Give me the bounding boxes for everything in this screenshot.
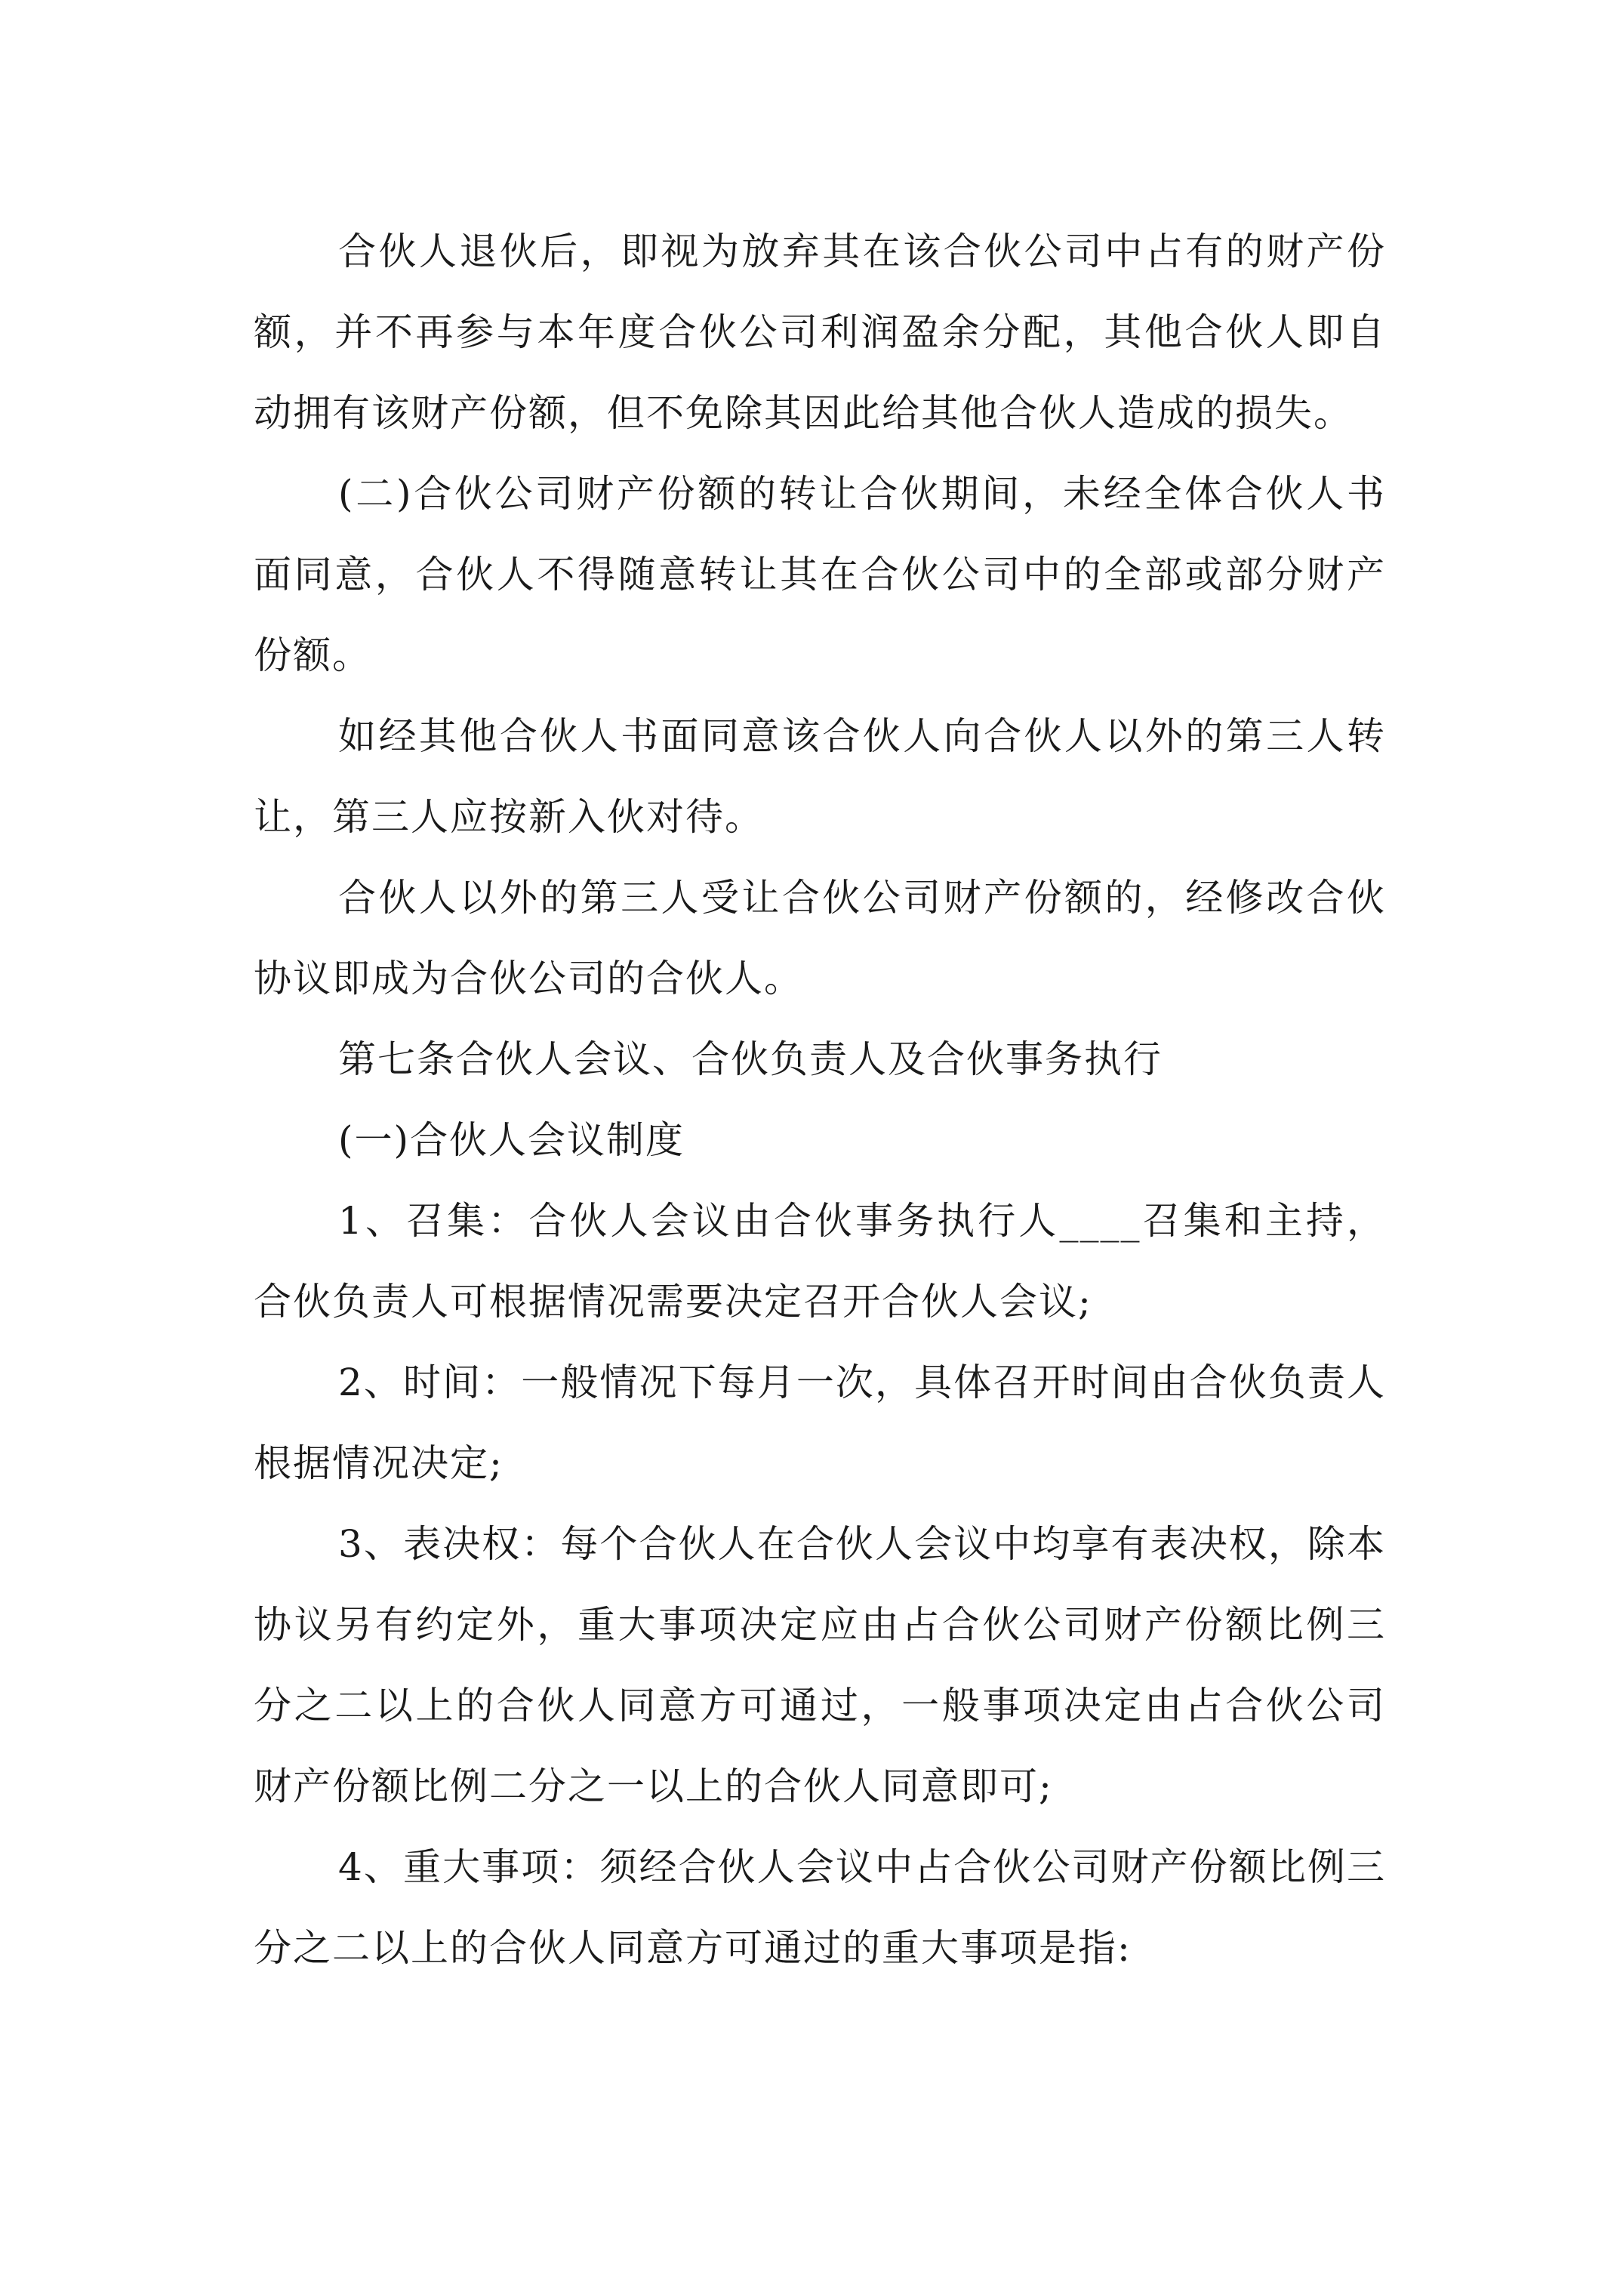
list-item-major-matters: 4、重大事项：须经合伙人会议中占合伙公司财产份额比例三分之二以上的合伙人同意方可通过的重大事项是指: (254, 1845, 1386, 1970)
section-heading-article-seven: 第七条合伙人会议、合伙负责人及合伙事务执行 (338, 1037, 1163, 1081)
paragraph-third-party-consent: 如经其他合伙人书面同意该合伙人向合伙人以外的第三人转让，第三人应按新入伙对待。 (254, 714, 1386, 839)
list-item-voting-rights: 3、表决权：每个合伙人在合伙人会议中均享有表决权，除本协议另有约定外，重大事项决定应由占合伙公司财产份额比例三分之二以上的合伙人同意方可通过，一般事项决定由占合伙公司财产份额比例二分之一以上的合伙人同意即可; (254, 1522, 1386, 1808)
paragraph-withdrawal-effect: 合伙人退伙后，即视为放弃其在该合伙公司中占有的财产份额，并不再参与本年度合伙公司利润盈余分配，其他合伙人即自动拥有该财产份额，但不免除其因此给其他合伙人造成的损失。 (254, 230, 1386, 435)
document-body (254, 211, 1386, 1989)
list-item-convening: 1、召集：合伙人会议由合伙事务执行人____召集和主持，合伙负责人可根据情况需要决定召开合伙人会议; (254, 1199, 1386, 1324)
subsection-heading-meeting-system: (一)合伙人会议制度 (338, 1118, 685, 1162)
paragraph-share-transfer: (二)合伙公司财产份额的转让合伙期间，未经全体合伙人书面同意，合伙人不得随意转让其在合伙公司中的全部或部分财产份额。 (254, 472, 1386, 677)
paragraph-third-party-partner: 合伙人以外的第三人受让合伙公司财产份额的，经修改合伙协议即成为合伙公司的合伙人。 (254, 876, 1386, 1000)
list-item-time: 2、时间：一般情况下每月一次，具体召开时间由合伙负责人根据情况决定; (254, 1361, 1386, 1485)
